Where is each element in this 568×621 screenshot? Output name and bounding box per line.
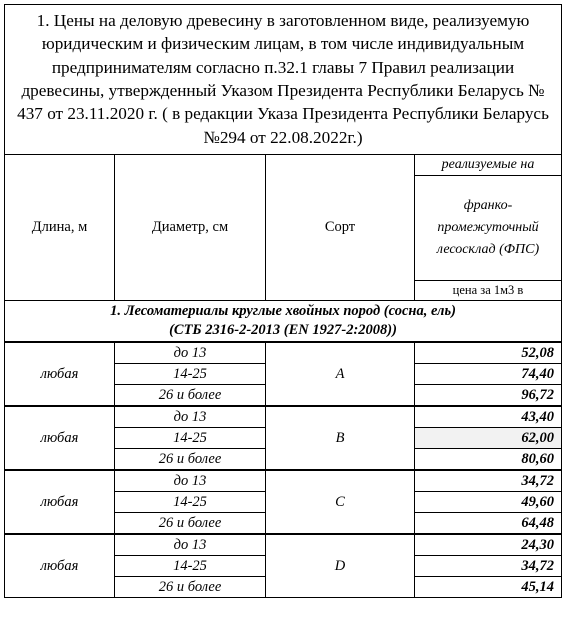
diameter-cell: 14-25	[115, 492, 266, 513]
diameter-cell: 14-25	[115, 556, 266, 577]
document-title: 1. Цены на деловую древесину в заготовленном виде, реализуемую юридическим и физическим лицам, в том числе индивидуальным предпринимателям согласно п.32.1 главы 7 Правил реализации древесины, утвержденный Указом Президента Республики Беларусь № 437 от 23.11.2020 г. ( в редакции Указа Президента Республики Беларусь №294 от 22.08.2022г.)	[5, 5, 562, 155]
price-table	[4, 4, 562, 598]
table-row	[5, 470, 562, 492]
header-length: Длина, м	[5, 155, 115, 301]
price-cell: 24,30	[415, 534, 562, 556]
price-cell: 43,40	[415, 406, 562, 428]
group-grade: A	[266, 342, 415, 406]
price-document	[4, 4, 561, 598]
header-sold-at: реализуемые на	[415, 155, 562, 176]
diameter-cell: 14-25	[115, 428, 266, 449]
diameter-cell: до 13	[115, 470, 266, 492]
diameter-cell: до 13	[115, 342, 266, 364]
price-cell-selected[interactable]: 62,00	[415, 428, 562, 449]
diameter-cell: 26 и более	[115, 385, 266, 407]
price-cell: 49,60	[415, 492, 562, 513]
group-length: любая	[5, 534, 115, 598]
price-cell: 64,48	[415, 513, 562, 535]
price-cell: 34,72	[415, 556, 562, 577]
price-cell: 96,72	[415, 385, 562, 407]
section-title-line1: 1. Лесоматериалы круглые хвойных пород (сосна, ель)	[110, 303, 456, 319]
header-price-unit: цена за 1м3 в	[415, 281, 562, 301]
diameter-cell: до 13	[115, 534, 266, 556]
group-grade: D	[266, 534, 415, 598]
table-row	[5, 534, 562, 556]
header-location: франко-промежуточный лесосклад (ФПС)	[415, 176, 562, 281]
diameter-cell: 26 и более	[115, 577, 266, 598]
price-cell: 80,60	[415, 449, 562, 471]
header-diameter: Диаметр, см	[115, 155, 266, 301]
group-length: любая	[5, 470, 115, 534]
header-grade: Сорт	[266, 155, 415, 301]
section-title-line2: (СТБ 2316-2-2013 (EN 1927-2:2008))	[169, 322, 397, 338]
diameter-cell: 26 и более	[115, 449, 266, 471]
diameter-cell: до 13	[115, 406, 266, 428]
diameter-cell: 26 и более	[115, 513, 266, 535]
section-title	[5, 301, 562, 343]
table-row	[5, 406, 562, 428]
group-grade: B	[266, 406, 415, 470]
group-length: любая	[5, 406, 115, 470]
price-cell: 52,08	[415, 342, 562, 364]
group-length: любая	[5, 342, 115, 406]
diameter-cell: 14-25	[115, 364, 266, 385]
price-cell: 45,14	[415, 577, 562, 598]
table-row	[5, 342, 562, 364]
price-cell: 34,72	[415, 470, 562, 492]
price-cell: 74,40	[415, 364, 562, 385]
group-grade: C	[266, 470, 415, 534]
